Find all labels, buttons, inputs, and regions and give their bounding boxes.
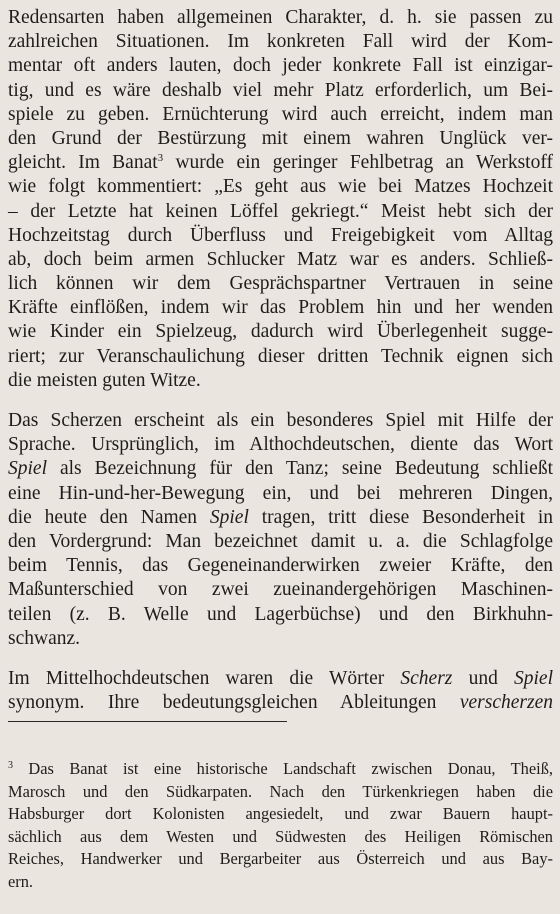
text-line bbox=[8, 409, 553, 433]
text-segment: Das Banat ist eine historische Landschaft zwischen Donau, Theiß, bbox=[13, 759, 553, 778]
text-segment: gleicht. Im Banat bbox=[8, 152, 158, 174]
text-segment: die heute den Namen bbox=[8, 506, 210, 528]
text-line bbox=[8, 369, 553, 393]
text-line bbox=[8, 578, 553, 602]
text-segment: wie folgt kommentiert: „Es geht aus wie bei Matzes Hochzeit bbox=[8, 176, 553, 198]
text-segment: die meisten guten Witze. bbox=[8, 369, 201, 391]
text-line bbox=[8, 603, 553, 627]
emphasis-text: Spiel bbox=[209, 506, 249, 528]
paragraph-1 bbox=[8, 6, 553, 393]
text-segment: Marosch und den Südkarpaten. Nach den Türkenkriegen haben die bbox=[8, 781, 553, 801]
text-line bbox=[8, 272, 553, 296]
text-line bbox=[8, 6, 553, 30]
text-line bbox=[8, 691, 553, 715]
text-line bbox=[8, 54, 553, 78]
text-line bbox=[8, 103, 553, 127]
text-segment: ern. bbox=[8, 871, 34, 891]
text-segment: lich können wir dem Gesprächspartner Vertrauen in seine bbox=[8, 273, 553, 295]
text-segment: und bbox=[452, 668, 515, 689]
text-line bbox=[8, 803, 553, 826]
footnote-marker: 3 bbox=[157, 152, 164, 165]
text-line bbox=[8, 345, 553, 369]
text-line bbox=[8, 457, 553, 481]
text-line bbox=[8, 175, 553, 199]
text-segment: wie Kinder ein Spielzeug, dadurch wird Überlegenheit sugge- bbox=[8, 321, 553, 343]
text-segment: riert; zur Veranschaulichung dieser dritten Technik eignen sich bbox=[8, 345, 553, 367]
text-line bbox=[8, 482, 553, 506]
text-segment: spiele zu geben. Ernüchterung wird auch erreicht, indem man bbox=[8, 103, 553, 125]
text-line bbox=[8, 433, 553, 457]
text-line bbox=[8, 296, 553, 320]
text-segment: den Vordergrund: Man bezeichnet damit u. a. die Schlagfolge bbox=[8, 530, 553, 552]
text-line bbox=[8, 200, 553, 224]
text-segment: Redensarten haben allgemeinen Charakter, d. h. sie passen zu bbox=[8, 7, 553, 28]
paragraph-2 bbox=[8, 409, 553, 651]
text-segment: Maßunterschied von zwei zueinandergehörigen Maschinen- bbox=[8, 579, 553, 601]
text-segment: synonym. Ihre bedeutungsgleichen Ableitungen bbox=[8, 692, 460, 714]
text-segment: eine Hin-und-her-Bewegung ein, und bei mehreren Dingen, bbox=[8, 482, 553, 504]
text-segment: wurde ein geringer Fehlbetrag an Werkstoff bbox=[163, 152, 553, 174]
text-line bbox=[8, 826, 553, 849]
text-line bbox=[8, 224, 553, 248]
text-line bbox=[8, 248, 553, 272]
text-line bbox=[8, 506, 553, 530]
text-segment: Kräfte einflößen, indem wir das Problem hin und her wenden bbox=[8, 297, 553, 319]
text-segment: teilen (z. B. Welle und Lagerbüchse) und den Birkhuhn- bbox=[8, 603, 553, 625]
text-line bbox=[8, 127, 553, 151]
text-segment: Habsburger dort Kolonisten angesiedelt, und zwar Bauern haupt- bbox=[8, 804, 553, 824]
text-segment: Sprache. Ursprünglich, im Althochdeutschen, diente das Wort bbox=[8, 434, 553, 456]
text-line bbox=[8, 758, 553, 781]
text-line bbox=[8, 627, 553, 651]
paragraph-3 bbox=[8, 667, 553, 715]
text-segment: tig, und es wäre deshalb viel mehr Platz erforderlich, um Bei- bbox=[8, 79, 553, 101]
emphasis-text: Spiel bbox=[8, 458, 47, 480]
text-segment: Hochzeitstag durch Überfluss und Freigebigkeit vom Alltag bbox=[8, 224, 553, 246]
emphasis-text: Scherz bbox=[400, 668, 453, 689]
emphasis-text: verscherzen bbox=[459, 692, 553, 714]
text-line bbox=[8, 30, 553, 54]
text-segment: tragen, tritt diese Besonderheit in bbox=[248, 506, 553, 528]
text-line bbox=[8, 530, 553, 554]
text-segment: schwanz. bbox=[8, 627, 81, 649]
footnote-separator bbox=[8, 721, 287, 722]
text-line bbox=[8, 554, 553, 578]
text-segment: ab, doch beim armen Schlucker Matz war es anders. Schließ- bbox=[8, 248, 553, 270]
text-segment: Das Scherzen erscheint als ein besonderes Spiel mit Hilfe der bbox=[8, 410, 553, 431]
footnote bbox=[8, 758, 553, 894]
footnote-marker: 3 bbox=[8, 760, 13, 771]
text-line bbox=[8, 848, 553, 871]
text-segment: beim Tennis, das Gegeneinanderwirken zweier Kräfte, den bbox=[8, 555, 553, 577]
text-segment: zahlreichen Situationen. Im konkreten Fall wird der Kom- bbox=[8, 31, 553, 53]
text-segment: als Bezeichnung für den Tanz; seine Bedeutung schließt bbox=[47, 458, 553, 480]
text-segment: Im Mittelhochdeutschen waren die Wörter bbox=[8, 668, 401, 689]
text-segment: mentar oft anders lauten, doch jeder konkrete Fall ist einzigar- bbox=[8, 55, 553, 77]
text-line bbox=[8, 781, 553, 804]
text-segment: Reiches, Handwerker und Bergarbeiter aus Österreich und aus Bay- bbox=[8, 849, 553, 869]
text-line bbox=[8, 79, 553, 103]
emphasis-text: Spiel bbox=[514, 668, 554, 689]
text-segment: sächlich aus dem Westen und Südwesten des Heiligen Römischen bbox=[8, 826, 553, 846]
text-segment: den Grund der Bestürzung mit einem wahren Unglück ver- bbox=[8, 127, 553, 149]
text-line bbox=[8, 667, 553, 691]
text-line bbox=[8, 871, 553, 894]
text-segment: – der Letzte hat keinen Löffel gekriegt.“ Meist hebt sich der bbox=[8, 200, 553, 222]
text-line bbox=[8, 320, 553, 344]
text-line bbox=[8, 151, 553, 175]
